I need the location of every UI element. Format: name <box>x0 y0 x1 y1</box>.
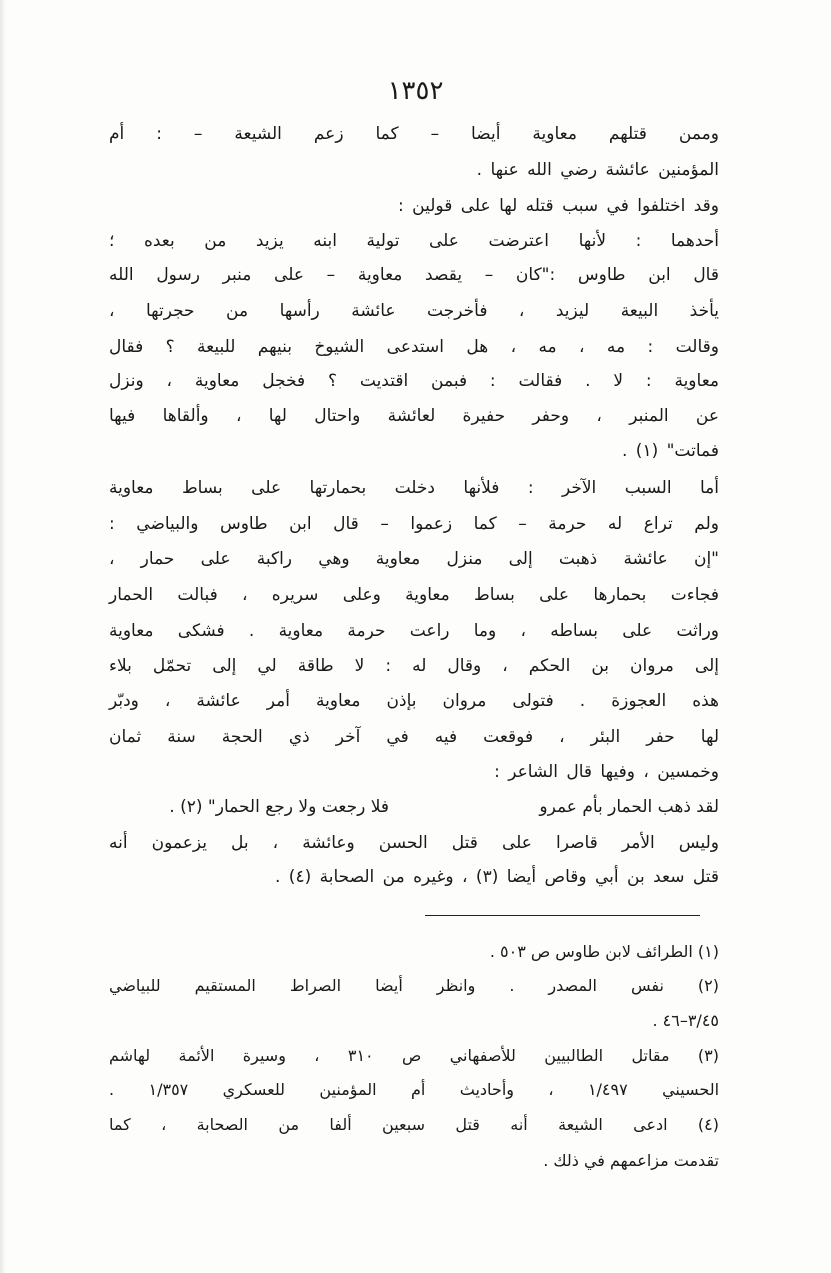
body-line: وقالت : مه ، مه ، هل استدعى الشيوخ بنيهم للبيعة ؟ فقال <box>109 337 719 357</box>
body-line: "إن عائشة ذهبت إلى منزل معاوية وهي راكبة على حمار ، <box>109 549 719 569</box>
footnote-separator <box>425 915 700 916</box>
footnote-line: (٣) مقاتل الطالبيين للأصفهاني ص ٣١٠ ، وسيرة الأئمة لهاشم <box>109 1046 719 1065</box>
body-line: أما السبب الآخر : فلأنها دخلت بحمارتها على بساط معاوية <box>109 478 719 498</box>
body-line: قتل سعد بن أبي وقاص أيضا (٣) ، وغيره من الصحابة (٤) . <box>274 867 719 887</box>
poem-first-hemistich: لقد ذهب الحمار بأم عمرو <box>539 797 719 817</box>
body-line: ولم تراع له حرمة – كما زعموا – قال ابن طاوس والبياضي : <box>109 514 719 534</box>
body-line: عن المنبر ، وحفر حفيرة لعائشة واحتال لها ، وألقاها فيها <box>109 406 719 426</box>
body-line: لها حفر البئر ، فوقعت فيه في آخر ذي الحجة سنة ثمان <box>109 727 719 747</box>
body-line: وقد اختلفوا في سبب قتله لها على قولين : <box>398 196 719 216</box>
footnote-line: تقدمت مزاعمهم في ذلك . <box>543 1151 719 1170</box>
body-line: إلى مروان بن الحكم ، وقال له : لا طاقة لي إلى تحمّل بلاء <box>109 656 719 676</box>
body-line: فماتت" (١) . <box>621 441 719 461</box>
body-line: يأخذ البيعة ليزيد ، فأخرجت عائشة رأسها من حجرتها ، <box>109 301 719 321</box>
body-line: معاوية : لا . فقالت : فبمن اقتديت ؟ فخجل معاوية ، ونزل <box>109 371 719 391</box>
poem-second-hemistich: فلا رجعت ولا رجع الحمار" (٢) . <box>169 797 389 817</box>
body-line: هذه العجوزة . فتولى مروان بإذن معاوية أمر عائشة ، ودبّر <box>109 691 719 711</box>
body-line: المؤمنين عائشة رضي الله عنها . <box>476 160 719 180</box>
page-number: ١٣٥٢ <box>387 76 444 106</box>
footnote-line: (٤) ادعى الشيعة أنه قتل سبعين ألفا من الصحابة ، كما <box>109 1115 719 1134</box>
body-line: وخمسين ، وفيها قال الشاعر : <box>494 762 719 782</box>
body-line: وراثت على بساطه ، وما راعت حرمة معاوية . فشكى معاوية <box>109 621 719 641</box>
body-line: قال ابن طاوس :"كان – يقصد معاوية – على منبر رسول الله <box>109 265 719 285</box>
body-line: أحدهما : لأنها اعترضت على تولية ابنه يزيد من بعده ؛ <box>109 231 719 251</box>
body-line: فجاءت بحمارها على بساط معاوية وعلى سريره ، فبالت الحمار <box>109 585 719 605</box>
body-line: وليس الأمر قاصرا على قتل الحسن وعائشة ، بل يزعمون أنه <box>109 833 719 853</box>
footnote-line: ٣/٤٥–٤٦ . <box>652 1011 719 1030</box>
footnote-line: الحسيني ١/٤٩٧ ، وأحاديث أم المؤمنين للعسكري ١/٣٥٧ . <box>109 1080 720 1099</box>
scan-edge-shadow <box>0 0 6 1273</box>
footnote-line: (١) الطرائف لابن طاوس ص ٥٠٣ . <box>489 942 719 961</box>
footnote-line: (٢) نفس المصدر . وانظر أيضا الصراط المستقيم للبياضي <box>109 976 719 995</box>
body-line: وممن قتلهم معاوية أيضا – كما زعم الشيعة – : أم <box>109 124 719 144</box>
